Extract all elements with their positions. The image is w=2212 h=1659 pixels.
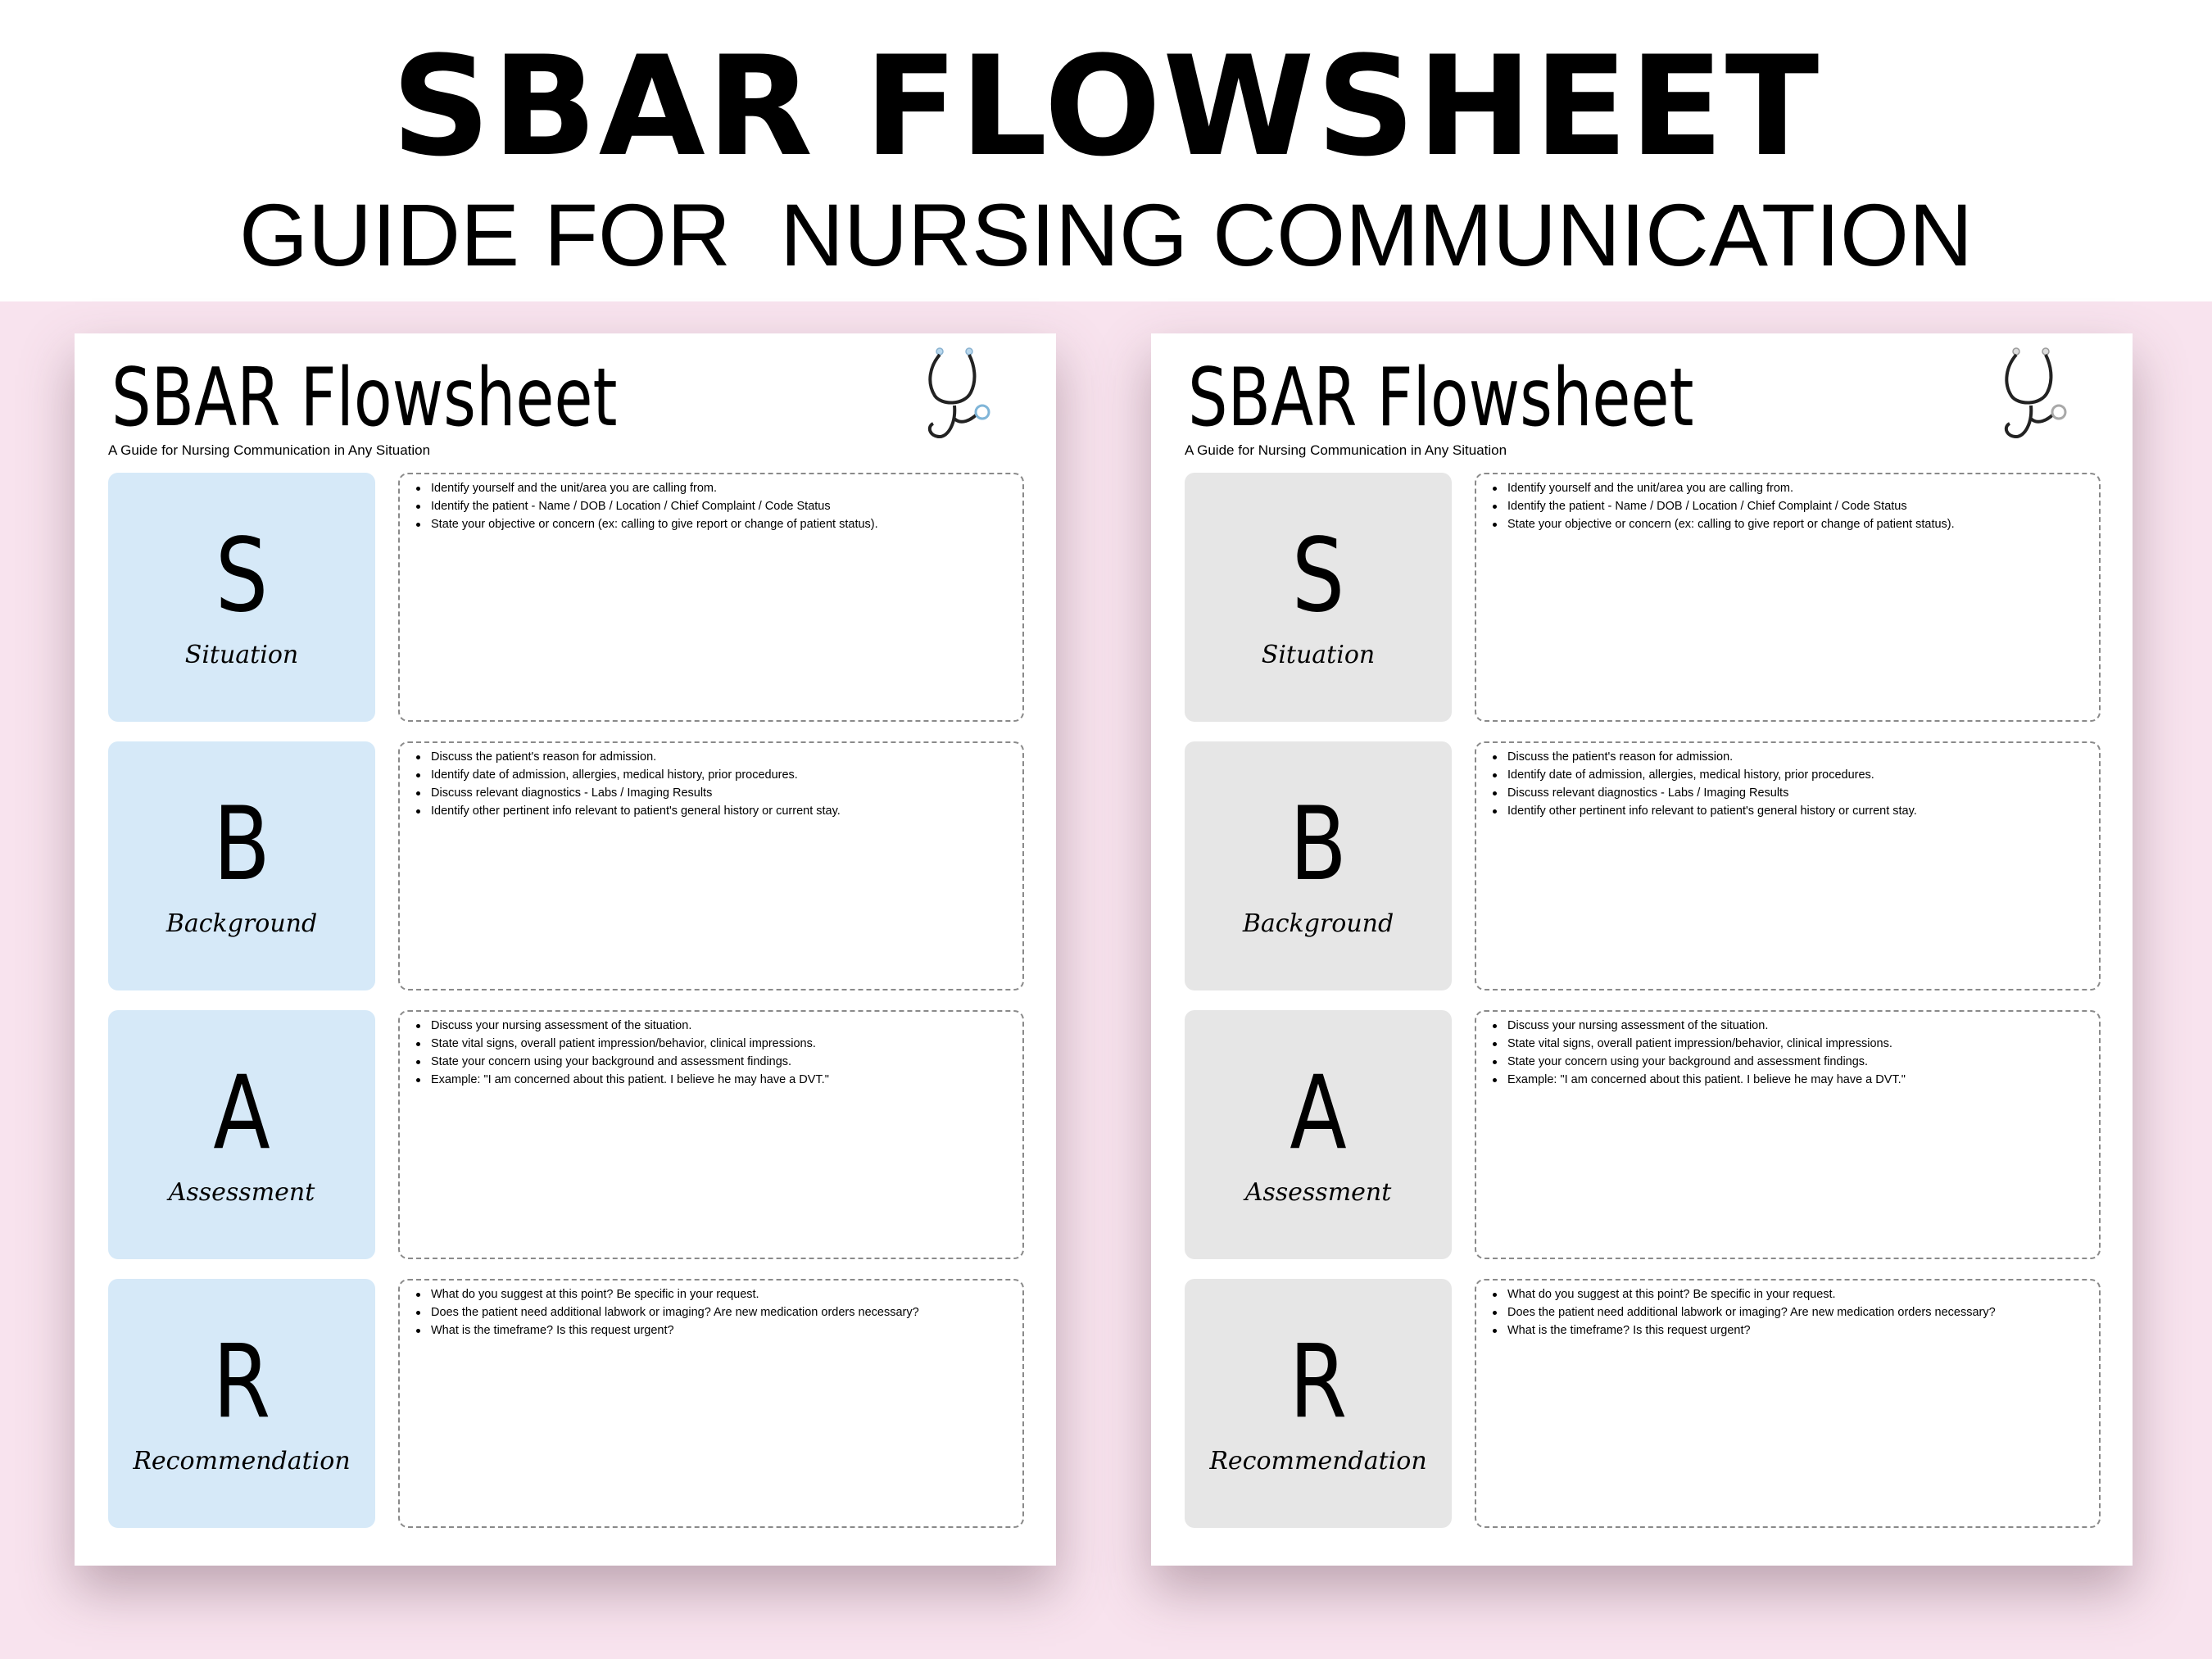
section-word: Situation [1261,641,1376,669]
guideline-list [1486,1017,2092,1089]
section-word: Recommendation [1209,1447,1427,1475]
section-letter: S [215,517,269,635]
letter-tile [1185,1010,1452,1259]
guideline-item: Discuss the patient's reason for admission. [410,748,1016,766]
section-word: Situation [184,641,299,669]
section-letter: B [1290,786,1347,904]
guideline-item: Identify other pertinent info relevant to patient's general history or current stay. [1486,802,2092,820]
section-letter: B [213,786,270,904]
section-word: Background [1242,909,1394,938]
guideline-item: Discuss the patient's reason for admission. [1486,748,2092,766]
section-letter: A [1290,1054,1347,1172]
section-recommendation [108,1279,1024,1528]
sheet-subtitle: A Guide for Nursing Communication in Any Situation [108,442,431,458]
letter-tile [108,741,375,990]
sheet-title: SBAR Flowsheet [1188,351,1694,445]
notes-box[interactable] [398,741,1024,990]
sheet-subtitle: A Guide for Nursing Communication in Any Situation [1185,442,1507,458]
notes-box[interactable] [1475,1010,2101,1259]
letter-tile [1185,473,1452,722]
flowsheet-page-blue [75,333,1056,1566]
guideline-item: Does the patient need additional labwork or imaging? Are new medication orders necessary? [410,1303,1016,1321]
letter-tile [1185,741,1452,990]
letter-tile [108,1010,375,1259]
notes-box[interactable] [1475,741,2101,990]
guideline-list [410,748,1016,820]
section-word: Recommendation [133,1447,351,1475]
guideline-item: Does the patient need additional labwork or imaging? Are new medication orders necessary? [1486,1303,2092,1321]
letter-tile [108,1279,375,1528]
page-subtitle: GUIDE FOR NURSING COMMUNICATION [239,185,1973,284]
guideline-item: State your objective or concern (ex: calling to give report or change of patient status). [410,515,1016,533]
notes-box[interactable] [398,1010,1024,1259]
guideline-item: Example: "I am concerned about this patient. I believe he may have a DVT." [1486,1071,2092,1089]
guideline-list [1486,1285,2092,1339]
section-situation [1185,473,2101,722]
section-letter: A [213,1054,270,1172]
guideline-list [1486,748,2092,820]
guideline-list [410,1285,1016,1339]
guideline-item: Discuss your nursing assessment of the situation. [410,1017,1016,1035]
notes-box[interactable] [1475,1279,2101,1528]
guideline-item: State vital signs, overall patient impression/behavior, clinical impressions. [410,1035,1016,1053]
section-letter: S [1291,517,1345,635]
letter-tile [1185,1279,1452,1528]
guideline-item: Identify the patient - Name / DOB / Location / Chief Complaint / Code Status [1486,497,2092,515]
guideline-item: Identify other pertinent info relevant to patient's general history or current stay. [410,802,1016,820]
guideline-list [1486,479,2092,533]
guideline-list [410,479,1016,533]
guideline-item: State vital signs, overall patient impression/behavior, clinical impressions. [1486,1035,2092,1053]
guideline-item: State your concern using your background and assessment findings. [1486,1053,2092,1071]
section-letter: R [212,1323,271,1441]
section-background [108,741,1024,990]
guideline-item: Identify yourself and the unit/area you are calling from. [410,479,1016,497]
section-recommendation [1185,1279,2101,1528]
guideline-item: What do you suggest at this point? Be specific in your request. [410,1285,1016,1303]
guideline-item: Identify date of admission, allergies, medical history, prior procedures. [1486,766,2092,784]
guideline-item: Discuss relevant diagnostics - Labs / Imaging Results [410,784,1016,802]
guideline-item: State your concern using your background and assessment findings. [410,1053,1016,1071]
page-title: SBAR FLOWSHEET [391,26,1821,187]
letter-tile [108,473,375,722]
notes-box[interactable] [398,1279,1024,1528]
stethoscope-icon [923,345,990,446]
notes-box[interactable] [1475,473,2101,722]
header-banner [0,0,2212,301]
guideline-item: What do you suggest at this point? Be specific in your request. [1486,1285,2092,1303]
section-word: Assessment [1244,1178,1392,1207]
section-word: Background [165,909,318,938]
guideline-item: State your objective or concern (ex: calling to give report or change of patient status). [1486,515,2092,533]
guideline-item: Identify date of admission, allergies, medical history, prior procedures. [410,766,1016,784]
section-letter: R [1289,1323,1348,1441]
guideline-item: Discuss relevant diagnostics - Labs / Imaging Results [1486,784,2092,802]
notes-box[interactable] [398,473,1024,722]
guideline-item: Identify yourself and the unit/area you are calling from. [1486,479,2092,497]
guideline-item: Identify the patient - Name / DOB / Location / Chief Complaint / Code Status [410,497,1016,515]
stethoscope-icon [2000,345,2067,446]
guideline-item: What is the timeframe? Is this request urgent? [410,1321,1016,1339]
section-background [1185,741,2101,990]
section-situation [108,473,1024,722]
section-assessment [108,1010,1024,1259]
sheet-title: SBAR Flowsheet [111,351,618,445]
guideline-item: Discuss your nursing assessment of the situation. [1486,1017,2092,1035]
guideline-item: What is the timeframe? Is this request urgent? [1486,1321,2092,1339]
flowsheet-page-gray [1151,333,2133,1566]
section-assessment [1185,1010,2101,1259]
guideline-item: Example: "I am concerned about this patient. I believe he may have a DVT." [410,1071,1016,1089]
guideline-list [410,1017,1016,1089]
section-word: Assessment [168,1178,315,1207]
